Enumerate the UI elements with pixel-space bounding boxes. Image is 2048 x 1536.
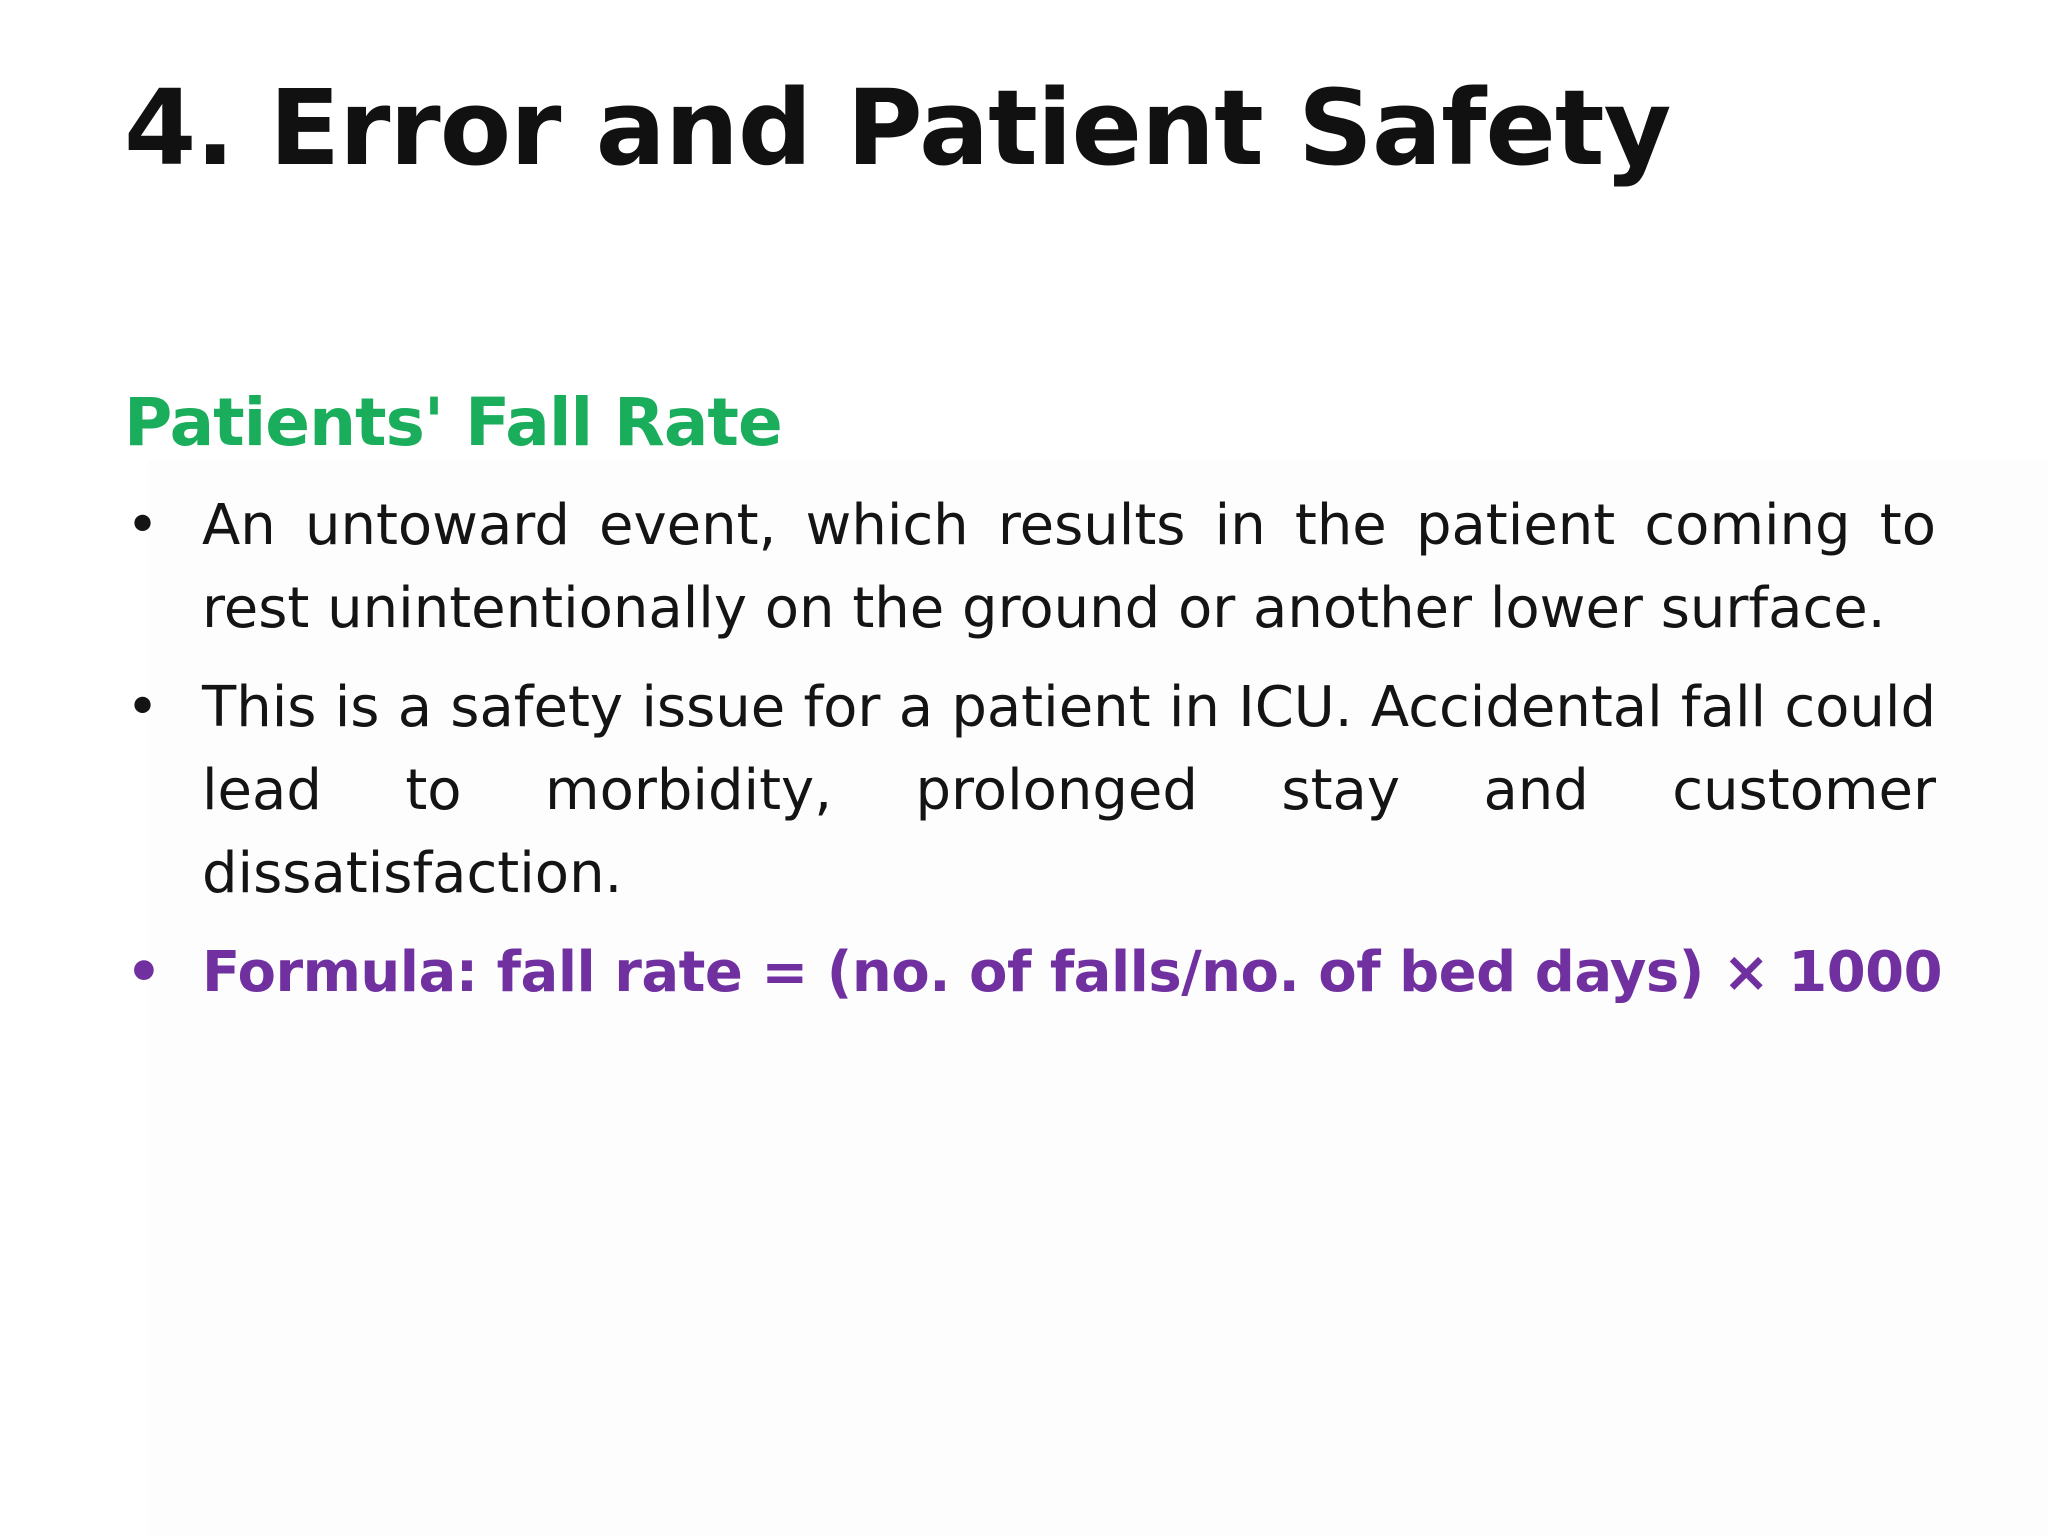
bullet-text: An untoward event, which results in the patient coming to rest unintentionally on the ground or another lower surface. [202, 493, 1936, 641]
section-heading: Patients' Fall Rate [124, 384, 782, 461]
bullet-item-definition [124, 484, 1936, 650]
bullet-text: This is a safety issue for a patient in ICU. Accidental fall could lead to morbidity, prolonged stay and customer dissatisfaction. [202, 675, 1936, 906]
slide-title: 4. Error and Patient Safety [124, 67, 1671, 189]
bullet-icon: • [126, 675, 160, 740]
bullet-icon: • [126, 940, 162, 1005]
bullet-item-safety-issue [124, 666, 1936, 915]
formula-text: Formula: fall rate = (no. of falls/no. of bed days) × 1000 [202, 940, 1943, 1005]
bullet-icon: • [126, 493, 160, 558]
bullet-list [124, 484, 1943, 1014]
bullet-item-formula [124, 931, 1943, 1014]
